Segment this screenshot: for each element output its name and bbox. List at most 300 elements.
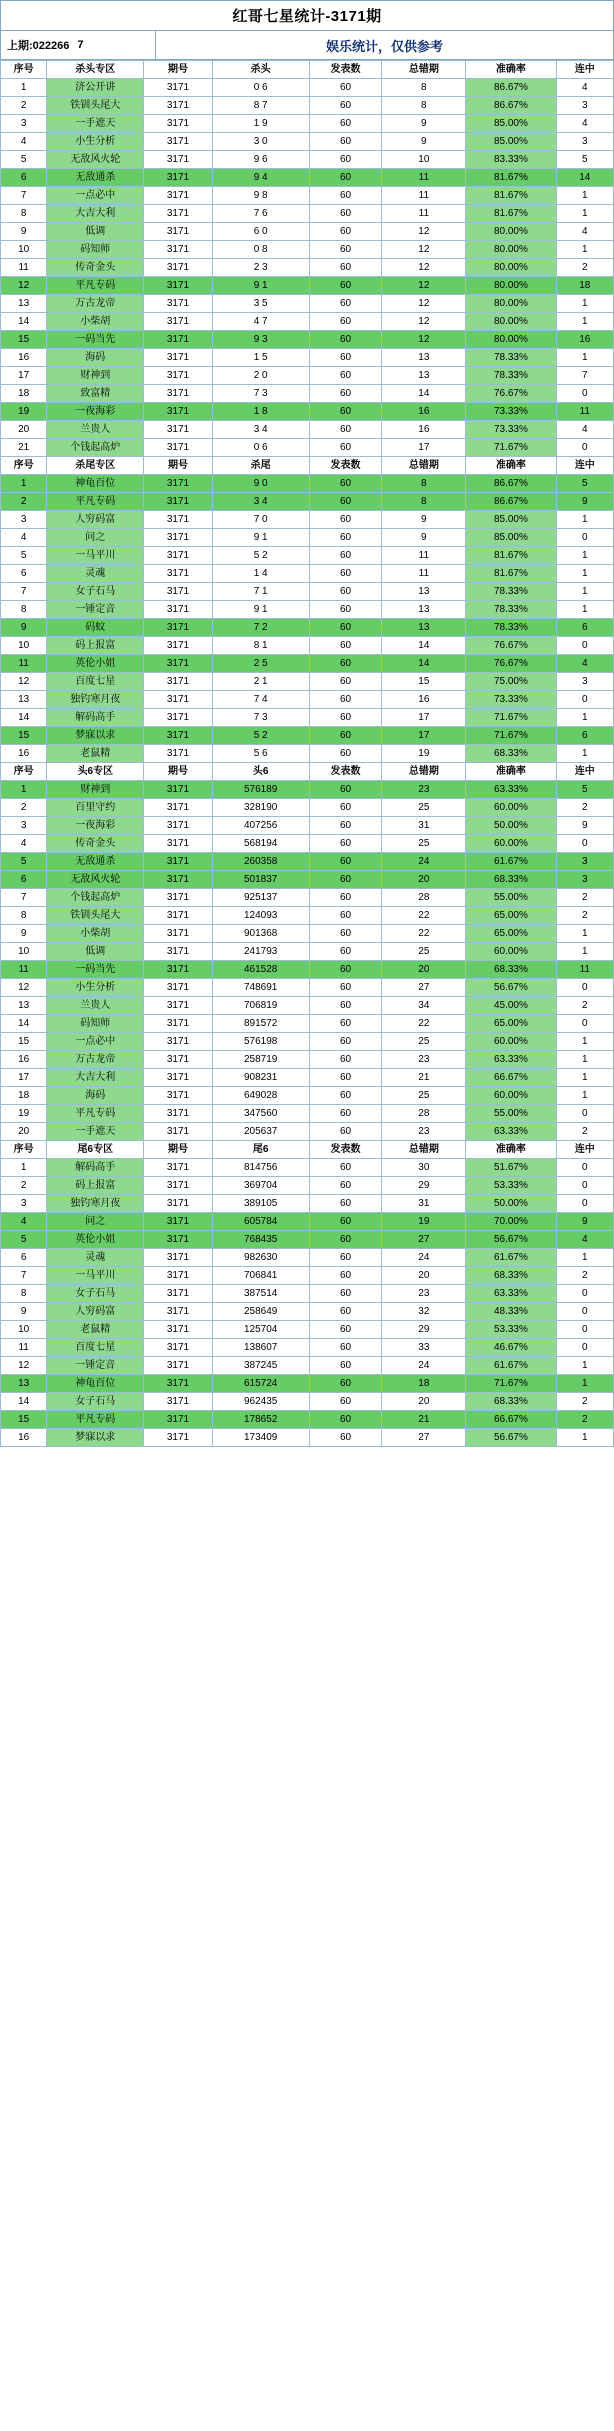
miss-count: 9: [382, 133, 466, 151]
zone-name[interactable]: 码上报富: [47, 637, 144, 655]
zone-name[interactable]: 小生分析: [47, 133, 144, 151]
column-header: 期号: [144, 457, 212, 475]
zone-name[interactable]: 女子石马: [47, 583, 144, 601]
zone-name[interactable]: 平凡专码: [47, 1105, 144, 1123]
period-number: 3171: [144, 727, 212, 745]
miss-count: 25: [382, 799, 466, 817]
period-number: 3171: [144, 1357, 212, 1375]
period-number: 3171: [144, 997, 212, 1015]
pick-value: 0 8: [212, 241, 309, 259]
zone-name[interactable]: 无敌通杀: [47, 169, 144, 187]
streak: 9: [556, 1213, 613, 1231]
streak: 3: [556, 853, 613, 871]
publish-count: 60: [309, 799, 382, 817]
accuracy: 68.33%: [466, 1267, 556, 1285]
pick-value: 576198: [212, 1033, 309, 1051]
zone-name[interactable]: 人穷码富: [47, 511, 144, 529]
period-number: 3171: [144, 853, 212, 871]
zone-name[interactable]: 万古龙帝: [47, 1051, 144, 1069]
table-row: [1, 997, 614, 1015]
table-row: [1, 115, 614, 133]
table-header-row-shawei: [1, 457, 614, 475]
table-row: [1, 367, 614, 385]
accuracy: 68.33%: [466, 745, 556, 763]
column-header: 杀头: [212, 61, 309, 79]
miss-count: 11: [382, 187, 466, 205]
miss-count: 27: [382, 1429, 466, 1447]
streak: 9: [556, 817, 613, 835]
table-row: [1, 511, 614, 529]
pick-value: 649028: [212, 1087, 309, 1105]
streak: 4: [556, 655, 613, 673]
zone-name[interactable]: 百度七星: [47, 673, 144, 691]
period-number: 3171: [144, 1303, 212, 1321]
accuracy: 76.67%: [466, 655, 556, 673]
period-number: 3171: [144, 619, 212, 637]
publish-count: 60: [309, 1411, 382, 1429]
table-row: [1, 1051, 614, 1069]
accuracy: 60.00%: [466, 1033, 556, 1051]
row-index: 13: [1, 691, 47, 709]
accuracy: 78.33%: [466, 367, 556, 385]
miss-count: 12: [382, 259, 466, 277]
pick-value: 4 7: [212, 313, 309, 331]
publish-count: 60: [309, 907, 382, 925]
column-header: 杀尾: [212, 457, 309, 475]
streak: 0: [556, 835, 613, 853]
miss-count: 33: [382, 1339, 466, 1357]
publish-count: 60: [309, 349, 382, 367]
zone-name[interactable]: 百里守约: [47, 799, 144, 817]
streak: 16: [556, 331, 613, 349]
publish-count: 60: [309, 205, 382, 223]
table-row: [1, 871, 614, 889]
pick-value: 369704: [212, 1177, 309, 1195]
table-row: [1, 1267, 614, 1285]
publish-count: 60: [309, 439, 382, 457]
zone-name[interactable]: 个钱起高炉: [47, 439, 144, 457]
row-index: 8: [1, 601, 47, 619]
period-number: 3171: [144, 1393, 212, 1411]
column-header: 总错期: [382, 1141, 466, 1159]
table-row: [1, 1195, 614, 1213]
accuracy: 78.33%: [466, 583, 556, 601]
row-index: 10: [1, 943, 47, 961]
accuracy: 80.00%: [466, 259, 556, 277]
streak: 0: [556, 385, 613, 403]
miss-count: 13: [382, 349, 466, 367]
zone-name[interactable]: 一锤定音: [47, 601, 144, 619]
accuracy: 51.67%: [466, 1159, 556, 1177]
zone-name[interactable]: 无敌风火轮: [47, 151, 144, 169]
period-number: 3171: [144, 97, 212, 115]
zone-name[interactable]: 一马平川: [47, 547, 144, 565]
table-row: [1, 1321, 614, 1339]
publish-count: 60: [309, 709, 382, 727]
table-row: [1, 1069, 614, 1087]
period-number: 3171: [144, 187, 212, 205]
zone-name[interactable]: 传奇金头: [47, 835, 144, 853]
streak: 1: [556, 187, 613, 205]
accuracy: 85.00%: [466, 511, 556, 529]
streak: 0: [556, 1195, 613, 1213]
zone-name[interactable]: 平凡专码: [47, 277, 144, 295]
row-index: 3: [1, 115, 47, 133]
publish-count: 60: [309, 241, 382, 259]
miss-count: 23: [382, 1051, 466, 1069]
zone-name[interactable]: 一点必中: [47, 1033, 144, 1051]
miss-count: 9: [382, 529, 466, 547]
column-header: 尾6专区: [47, 1141, 144, 1159]
publish-count: 60: [309, 1213, 382, 1231]
zone-name[interactable]: 独钓寒月夜: [47, 691, 144, 709]
zone-name[interactable]: 码知师: [47, 1015, 144, 1033]
pick-value: 7 4: [212, 691, 309, 709]
zone-name[interactable]: 码上报富: [47, 1177, 144, 1195]
table-row: [1, 547, 614, 565]
pick-value: 568194: [212, 835, 309, 853]
accuracy: 71.67%: [466, 1375, 556, 1393]
streak: 1: [556, 1429, 613, 1447]
accuracy: 63.33%: [466, 1123, 556, 1141]
streak: 5: [556, 781, 613, 799]
zone-name[interactable]: 小柴胡: [47, 313, 144, 331]
miss-count: 13: [382, 583, 466, 601]
zone-name[interactable]: 灵魂: [47, 565, 144, 583]
accuracy: 86.67%: [466, 79, 556, 97]
table-row: [1, 583, 614, 601]
row-index: 12: [1, 1357, 47, 1375]
column-header: 期号: [144, 61, 212, 79]
zone-name[interactable]: 铁钏头尾大: [47, 97, 144, 115]
accuracy: 81.67%: [466, 547, 556, 565]
pick-value: 9 1: [212, 277, 309, 295]
streak: 1: [556, 1069, 613, 1087]
miss-count: 20: [382, 1267, 466, 1285]
period-number: 3171: [144, 961, 212, 979]
streak: 1: [556, 295, 613, 313]
accuracy: 68.33%: [466, 1393, 556, 1411]
table-row: [1, 1285, 614, 1303]
row-index: 10: [1, 1321, 47, 1339]
zone-name[interactable]: 无敌风火轮: [47, 871, 144, 889]
period-number: 3171: [144, 889, 212, 907]
table-row: [1, 403, 614, 421]
accuracy: 56.67%: [466, 979, 556, 997]
accuracy: 80.00%: [466, 295, 556, 313]
streak: 7: [556, 367, 613, 385]
zone-name[interactable]: 小柴胡: [47, 925, 144, 943]
pick-value: 461528: [212, 961, 309, 979]
streak: 2: [556, 1123, 613, 1141]
row-index: 10: [1, 241, 47, 259]
period-number: 3171: [144, 601, 212, 619]
row-index: 9: [1, 223, 47, 241]
publish-count: 60: [309, 511, 382, 529]
streak: 4: [556, 79, 613, 97]
accuracy: 81.67%: [466, 565, 556, 583]
zone-name[interactable]: 一夜海彩: [47, 403, 144, 421]
streak: 2: [556, 259, 613, 277]
streak: 1: [556, 745, 613, 763]
streak: 0: [556, 1105, 613, 1123]
publish-count: 60: [309, 1033, 382, 1051]
table-row: [1, 817, 614, 835]
streak: 1: [556, 511, 613, 529]
row-index: 17: [1, 367, 47, 385]
streak: 1: [556, 349, 613, 367]
row-index: 11: [1, 961, 47, 979]
streak: 3: [556, 97, 613, 115]
period-number: 3171: [144, 421, 212, 439]
table-row: [1, 1303, 614, 1321]
zone-name[interactable]: 致富精: [47, 385, 144, 403]
miss-count: 19: [382, 745, 466, 763]
pick-value: 7 0: [212, 511, 309, 529]
accuracy: 86.67%: [466, 97, 556, 115]
column-header: 总错期: [382, 763, 466, 781]
publish-count: 60: [309, 853, 382, 871]
column-header: 发表数: [309, 457, 382, 475]
zone-name[interactable]: 灵魂: [47, 1249, 144, 1267]
streak: 4: [556, 115, 613, 133]
miss-count: 14: [382, 385, 466, 403]
period-number: 3171: [144, 943, 212, 961]
publish-count: 60: [309, 961, 382, 979]
zone-name[interactable]: 梦寐以求: [47, 727, 144, 745]
table-row: [1, 169, 614, 187]
publish-count: 60: [309, 1375, 382, 1393]
miss-count: 32: [382, 1303, 466, 1321]
miss-count: 11: [382, 565, 466, 583]
streak: 3: [556, 673, 613, 691]
period-number: 3171: [144, 205, 212, 223]
zone-name[interactable]: 女子石马: [47, 1393, 144, 1411]
zone-name[interactable]: 一马平川: [47, 1267, 144, 1285]
pick-value: 178652: [212, 1411, 309, 1429]
column-header: 总错期: [382, 61, 466, 79]
table-row: [1, 1213, 614, 1231]
streak: 1: [556, 943, 613, 961]
publish-count: 60: [309, 1393, 382, 1411]
zone-name[interactable]: 传奇金头: [47, 259, 144, 277]
zone-name[interactable]: 小生分析: [47, 979, 144, 997]
table-row: [1, 349, 614, 367]
zone-name[interactable]: 英伦小姐: [47, 655, 144, 673]
miss-count: 22: [382, 925, 466, 943]
streak: 0: [556, 1339, 613, 1357]
streak: 1: [556, 583, 613, 601]
row-index: 1: [1, 475, 47, 493]
period-number: 3171: [144, 1375, 212, 1393]
table-row: [1, 853, 614, 871]
accuracy: 45.00%: [466, 997, 556, 1015]
streak: 2: [556, 1267, 613, 1285]
pick-value: 706819: [212, 997, 309, 1015]
streak: 1: [556, 1357, 613, 1375]
accuracy: 80.00%: [466, 313, 556, 331]
zone-name[interactable]: 问之: [47, 529, 144, 547]
accuracy: 73.33%: [466, 403, 556, 421]
zone-name[interactable]: 平凡专码: [47, 493, 144, 511]
zone-name[interactable]: 百度七星: [47, 1339, 144, 1357]
zone-name[interactable]: 神龟百位: [47, 475, 144, 493]
pick-value: 387514: [212, 1285, 309, 1303]
period-number: 3171: [144, 493, 212, 511]
miss-count: 27: [382, 1231, 466, 1249]
row-index: 6: [1, 1249, 47, 1267]
pick-value: 3 5: [212, 295, 309, 313]
zone-name[interactable]: 神龟百位: [47, 1375, 144, 1393]
zone-name[interactable]: 一码当先: [47, 331, 144, 349]
accuracy: 60.00%: [466, 835, 556, 853]
publish-count: 60: [309, 259, 382, 277]
period-number: 3171: [144, 1249, 212, 1267]
zone-name[interactable]: 老鼠精: [47, 1321, 144, 1339]
accuracy: 85.00%: [466, 115, 556, 133]
zone-name[interactable]: 大吉大利: [47, 1069, 144, 1087]
zone-name[interactable]: 铁钏头尾大: [47, 907, 144, 925]
table-row: [1, 205, 614, 223]
zone-name[interactable]: 个钱起高炉: [47, 889, 144, 907]
pick-value: 9 4: [212, 169, 309, 187]
miss-count: 12: [382, 295, 466, 313]
streak: 14: [556, 169, 613, 187]
zone-name[interactable]: 低调: [47, 943, 144, 961]
accuracy: 71.67%: [466, 727, 556, 745]
zone-name[interactable]: 济公开讲: [47, 79, 144, 97]
pick-value: 925137: [212, 889, 309, 907]
zone-name[interactable]: 一夜海彩: [47, 817, 144, 835]
zone-name[interactable]: 财神到: [47, 781, 144, 799]
zone-name[interactable]: 平凡专码: [47, 1411, 144, 1429]
period-number: 3171: [144, 691, 212, 709]
zone-name[interactable]: 无敌通杀: [47, 853, 144, 871]
accuracy: 86.67%: [466, 475, 556, 493]
column-header: 发表数: [309, 61, 382, 79]
pick-value: 962435: [212, 1393, 309, 1411]
table-row: [1, 835, 614, 853]
accuracy: 81.67%: [466, 187, 556, 205]
zone-name[interactable]: 一码当先: [47, 961, 144, 979]
table-row: [1, 475, 614, 493]
zone-name[interactable]: 大吉大利: [47, 205, 144, 223]
zone-name[interactable]: 解码高手: [47, 1159, 144, 1177]
row-index: 2: [1, 97, 47, 115]
table-row: [1, 259, 614, 277]
row-index: 5: [1, 547, 47, 565]
miss-count: 12: [382, 223, 466, 241]
pick-value: 3 4: [212, 421, 309, 439]
miss-count: 14: [382, 655, 466, 673]
accuracy: 60.00%: [466, 943, 556, 961]
column-header: 准确率: [466, 763, 556, 781]
row-index: 3: [1, 817, 47, 835]
zone-name[interactable]: 解码高手: [47, 709, 144, 727]
zone-name[interactable]: 海码: [47, 349, 144, 367]
streak: 5: [556, 475, 613, 493]
accuracy: 53.33%: [466, 1177, 556, 1195]
publish-count: 60: [309, 97, 382, 115]
pick-value: 908231: [212, 1069, 309, 1087]
zone-name[interactable]: 一手遮天: [47, 1123, 144, 1141]
streak: 1: [556, 1051, 613, 1069]
zone-name[interactable]: 兰贵人: [47, 997, 144, 1015]
period-number: 3171: [144, 1321, 212, 1339]
period-number: 3171: [144, 1015, 212, 1033]
zone-name[interactable]: 码蚊: [47, 619, 144, 637]
zone-name[interactable]: 财神到: [47, 367, 144, 385]
zone-name[interactable]: 海码: [47, 1087, 144, 1105]
accuracy: 66.67%: [466, 1069, 556, 1087]
accuracy: 61.67%: [466, 1357, 556, 1375]
miss-count: 20: [382, 871, 466, 889]
row-index: 16: [1, 745, 47, 763]
pick-value: 891572: [212, 1015, 309, 1033]
zone-name[interactable]: 一锤定音: [47, 1357, 144, 1375]
zone-name[interactable]: 一点必中: [47, 187, 144, 205]
zone-name[interactable]: 低调: [47, 223, 144, 241]
row-index: 2: [1, 493, 47, 511]
zone-name[interactable]: 一手遮天: [47, 115, 144, 133]
period-number: 3171: [144, 1105, 212, 1123]
streak: 11: [556, 403, 613, 421]
period-number: 3171: [144, 223, 212, 241]
streak: 1: [556, 925, 613, 943]
zone-name[interactable]: 独钓寒月夜: [47, 1195, 144, 1213]
table-row: [1, 673, 614, 691]
period-number: 3171: [144, 1033, 212, 1051]
pick-value: 7 3: [212, 709, 309, 727]
zone-name[interactable]: 问之: [47, 1213, 144, 1231]
miss-count: 21: [382, 1411, 466, 1429]
period-number: 3171: [144, 385, 212, 403]
row-index: 11: [1, 1339, 47, 1357]
row-index: 9: [1, 1303, 47, 1321]
pick-value: 6 0: [212, 223, 309, 241]
zone-name[interactable]: 英伦小姐: [47, 1231, 144, 1249]
zone-name[interactable]: 万古龙帝: [47, 295, 144, 313]
publish-count: 60: [309, 1087, 382, 1105]
period-number: 3171: [144, 133, 212, 151]
accuracy: 76.67%: [466, 637, 556, 655]
streak: 3: [556, 871, 613, 889]
zone-name[interactable]: 女子石马: [47, 1285, 144, 1303]
period-number: 3171: [144, 1069, 212, 1087]
accuracy: 65.00%: [466, 907, 556, 925]
table-row: [1, 943, 614, 961]
row-index: 14: [1, 1393, 47, 1411]
table-row: [1, 97, 614, 115]
table-row: [1, 601, 614, 619]
table-header-row-tou6: [1, 763, 614, 781]
pick-value: 576189: [212, 781, 309, 799]
zone-name[interactable]: 梦寐以求: [47, 1429, 144, 1447]
period-number: 3171: [144, 115, 212, 133]
zone-name[interactable]: 人穷码富: [47, 1303, 144, 1321]
column-header: 杀头专区: [47, 61, 144, 79]
accuracy: 61.67%: [466, 1249, 556, 1267]
pick-value: 1 5: [212, 349, 309, 367]
table-header-row-wei6: [1, 1141, 614, 1159]
period-number: 3171: [144, 1177, 212, 1195]
zone-name[interactable]: 兰贵人: [47, 421, 144, 439]
table-row: [1, 385, 614, 403]
miss-count: 31: [382, 817, 466, 835]
table-row: [1, 799, 614, 817]
zone-name[interactable]: 码知师: [47, 241, 144, 259]
zone-name[interactable]: 老鼠精: [47, 745, 144, 763]
